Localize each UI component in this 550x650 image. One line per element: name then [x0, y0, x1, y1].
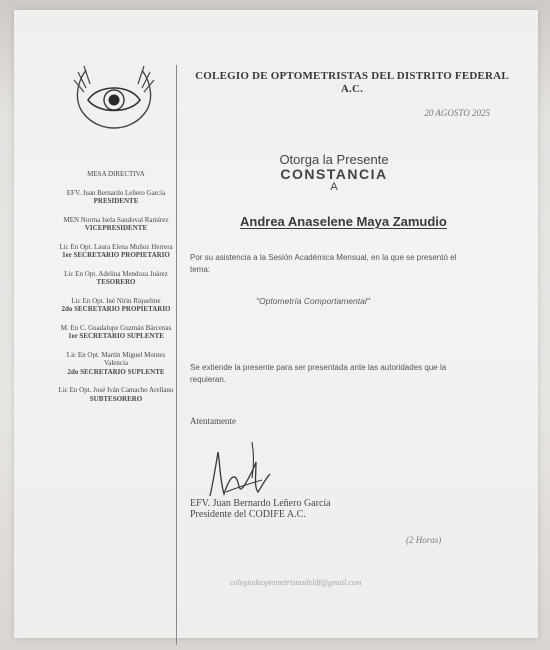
- board-of-directors: [58, 170, 174, 413]
- session-subject: "Optometría Comportamental": [256, 296, 370, 306]
- certificate-heading: [246, 152, 422, 193]
- member-name: EFV. Juan Bernardo Leñero García: [66, 188, 166, 197]
- recipient-name: Andrea Anaselene Maya Zamudio: [240, 214, 447, 229]
- member-name: Lic En Opt. José Iván Camacho Arellano: [58, 386, 174, 394]
- eye-hands-logo-icon: [64, 62, 164, 132]
- member-role: 1er SECRETARIO SUPLENTE: [68, 332, 164, 340]
- member-role: 2do SECRETARIO SUPLENTE: [67, 367, 165, 376]
- member-role: 1er SECRETARIO PROPIETARIO: [62, 251, 170, 259]
- signer-title: Presidente del CODIFE A.C.: [190, 509, 306, 520]
- signature-icon: [196, 434, 316, 506]
- purpose-text: Se extiende la presente para ser presentada ante las autoridades que la requieran.: [190, 363, 447, 384]
- member-role: SUBTESORERO: [89, 394, 143, 403]
- board-member: [58, 243, 174, 260]
- member-role: VICEPRESIDENTE: [84, 224, 148, 232]
- board-member: [58, 324, 174, 341]
- member-name: Lic En Opt. Adelina Mendoza Juárez: [64, 269, 168, 278]
- certificate-title: CONSTANCIA: [280, 166, 388, 182]
- issue-date: 20 AGOSTO 2025: [424, 108, 490, 118]
- board-title: MESA DIRECTIVA: [87, 170, 145, 178]
- college-suffix: A.C.: [340, 83, 364, 95]
- college-name: COLEGIO DE OPTOMETRISTAS DEL DISTRITO FEDERAL: [195, 70, 509, 82]
- board-member: [58, 297, 174, 314]
- board-member: [58, 270, 174, 287]
- college-header: [182, 70, 522, 96]
- board-member: [58, 386, 174, 403]
- member-role: 2do SECRETARIO PROPIETARIO: [61, 305, 171, 313]
- member-name: Lic En Opt. Martín Miguel Montes Valencia: [66, 350, 166, 367]
- member-name: MEN Norma Isela Sandoval Ramírez: [63, 215, 169, 224]
- signer-block: [190, 498, 331, 520]
- hours-credit: (2 Horas): [406, 535, 442, 545]
- signer-name: EFV. Juan Bernardo Leñero García: [190, 498, 331, 509]
- member-name: Lic En Opt. Laura Elena Muñoz Herrera: [59, 242, 173, 251]
- attendance-text: Por su asistencia a la Sesión Académica Mensual, en la que se presentó el tema:: [190, 253, 457, 274]
- member-role: PRESIDENTE: [93, 197, 139, 205]
- contact-email: colegiodeoptometristasdeldf@gmail.com: [230, 578, 362, 587]
- vertical-divider: [176, 65, 177, 645]
- to-line: A: [330, 181, 338, 193]
- board-member: [58, 216, 174, 233]
- grant-line: Otorga la Presente: [279, 152, 389, 167]
- member-name: Lic En Opt. Iné Nirin Riquelme: [71, 296, 161, 305]
- board-member: [58, 189, 174, 206]
- member-name: M. En C. Guadalupe Guzmán Bárcenas: [60, 323, 172, 332]
- member-role: TESORERO: [96, 278, 136, 286]
- closing-text: Atentamente: [190, 416, 236, 426]
- board-member: [58, 351, 174, 377]
